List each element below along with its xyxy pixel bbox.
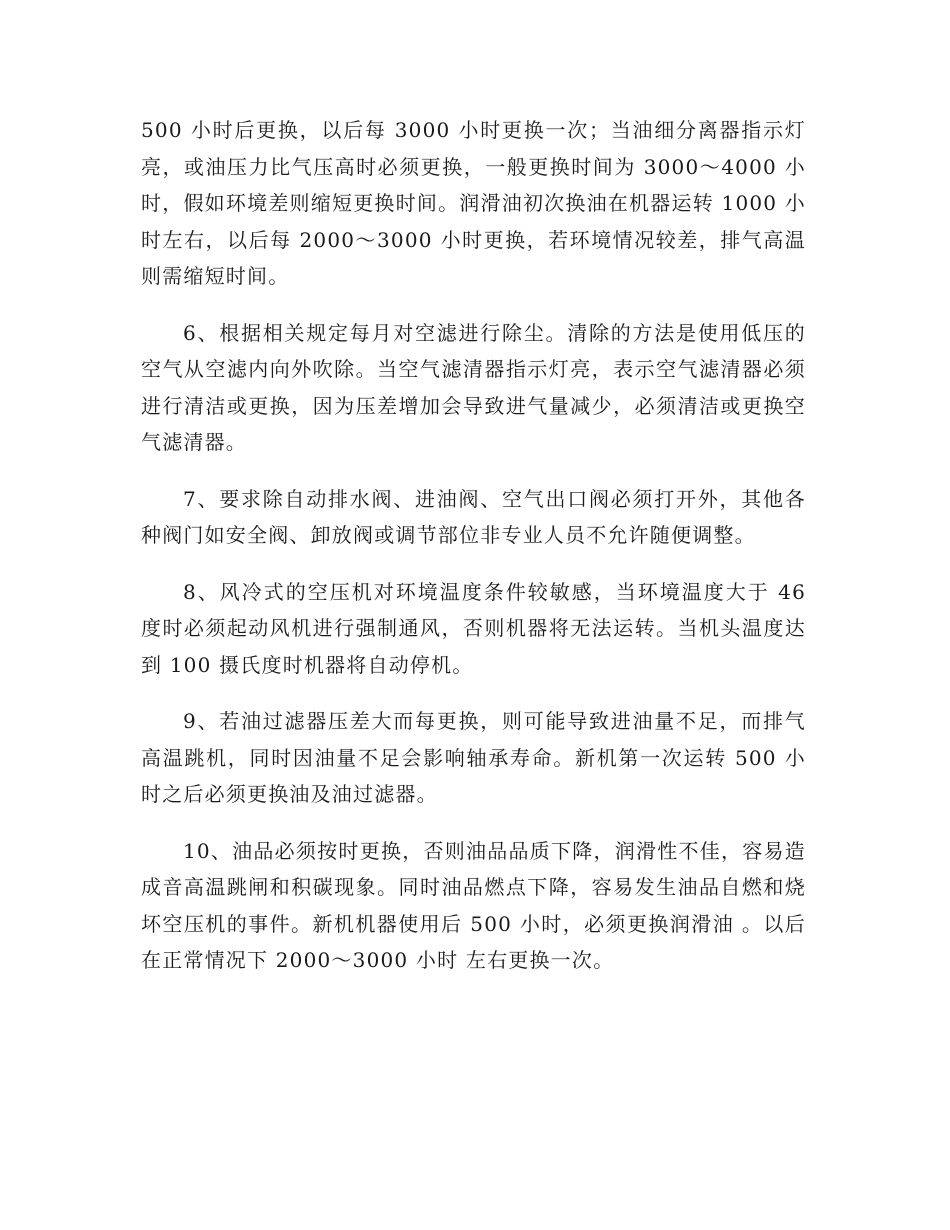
paragraph-6: 6、根据相关规定每月对空滤进行除尘。清除的方法是使用低压的空气从空滤内向外吹除。当空气滤清器指示灯亮，表示空气滤清器必须进行清洁或更换，因为压差增加会导致进气量减少，必须清洁或更换空气滤清器。 — [141, 320, 806, 454]
document-body — [141, 112, 806, 999]
paragraph-7: 7、要求除自动排水阀、进油阀、空气出口阀必须打开外，其他各种阀门如安全阀、卸放阀或调节部位非专业人员不允许随便调整。 — [141, 486, 806, 547]
paragraph-9: 9、若油过滤器压差大而每更换，则可能导致进油量不足，而排气高温跳机，同时因油量不足会影响轴承寿命。新机第一次运转 500 小时之后必须更换油及油过滤器。 — [141, 709, 806, 806]
paragraph-5-continued: 500 小时后更换，以后每 3000 小时更换一次；当油细分离器指示灯亮，或油压力比气压高时必须更换，一般更换时间为 3000～4000 小时，假如环境差则缩短更换时间。润滑油初次换油在机器运转 1000 小时左右，以后每 2000～3000 小时更换，若环境情况较差，排气高温则需缩短时间。 — [141, 118, 806, 288]
paragraph-8: 8、风冷式的空压机对环境温度条件较敏感，当环境温度大于 46 度时必须起动风机进行强制通风，否则机器将无法运转。当机头温度达到 100 摄氏度时机器将自动停机。 — [141, 579, 806, 677]
paragraph-10: 10、油品必须按时更换，否则油品品质下降，润滑性不佳，容易造成音高温跳闸和积碳现象。同时油品燃点下降，容易发生油品自燃和烧坏空压机的事件。新机机器使用后 500 小时，必须更换润滑油 。以后在正常情况下 2000～3000 小时 左右更换一次。 — [141, 838, 806, 972]
